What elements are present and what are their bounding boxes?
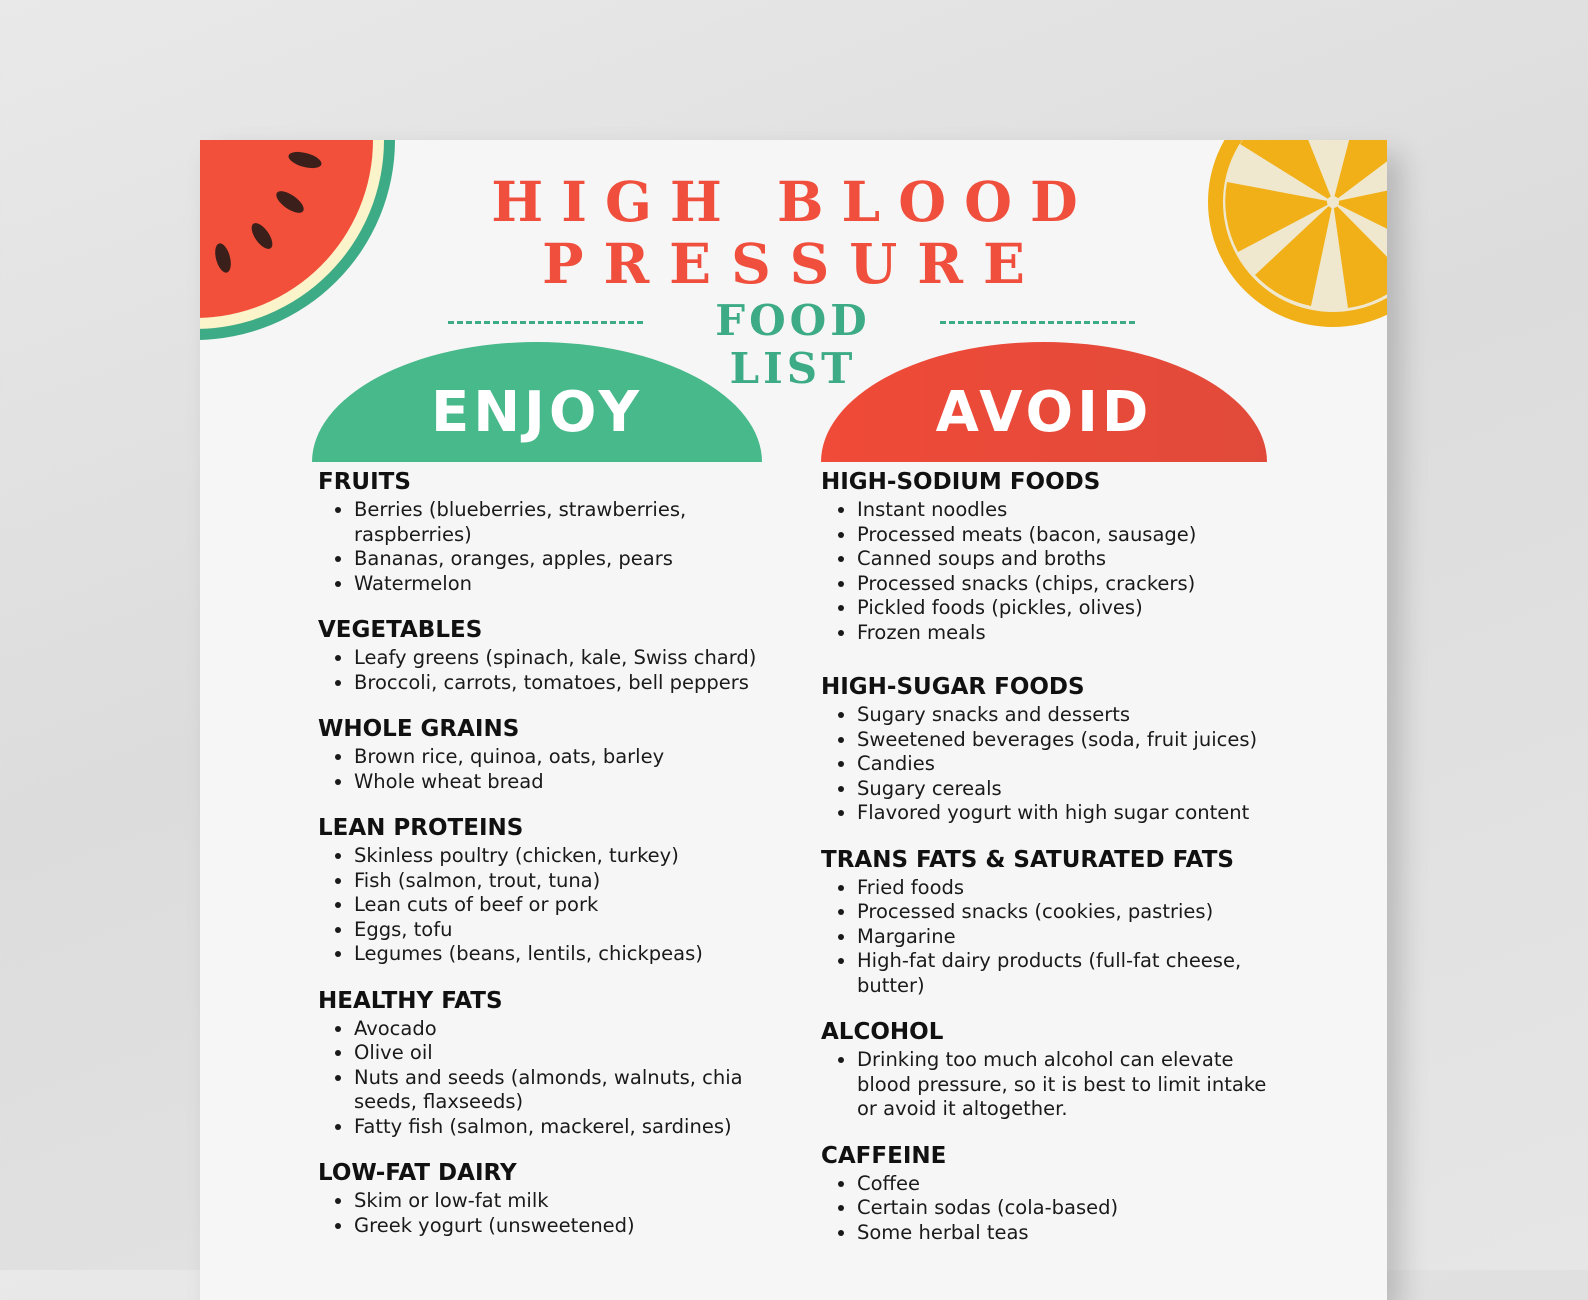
category-alcohol [821,1018,1291,1122]
food-item: • Fried foods [857,876,1291,901]
category-heading: HEALTHY FATS [318,987,503,1014]
dashed-divider-right [940,321,1135,324]
food-item: • Pickled foods (pickles, olives) [857,596,1291,621]
dashed-divider-left [448,321,643,324]
food-item: • Berries (blueberries, strawberries, raspberries) [354,498,778,547]
food-item: • Candies [857,752,1291,777]
food-item: • High-fat dairy products (full-fat cheese, butter) [857,949,1291,998]
category-heading: LOW-FAT DAIRY [318,1160,517,1186]
enjoy-label: ENJOY [430,379,644,445]
food-list [821,876,1291,999]
food-item: • Broccoli, carrots, tomatoes, bell peppers [354,671,778,696]
food-list [318,745,778,794]
food-item: • Canned soups and broths [857,547,1291,572]
category-heading: HIGH-SODIUM FOODS [821,469,1101,495]
category-high-sodium [821,468,1291,645]
category-fruits [318,468,778,596]
category-lean-proteins [318,814,778,967]
subtitle-row [200,295,1387,393]
food-item: • Fatty fish (salmon, mackerel, sardines) [354,1115,778,1140]
food-item: • Frozen meals [857,621,1291,646]
food-item: • Olive oil [354,1041,778,1066]
category-heading: ALCOHOL [821,1019,944,1045]
food-item: • Leafy greens (spinach, kale, Swiss chard) [354,646,778,671]
food-item: • Eggs, tofu [354,918,778,943]
food-list [318,646,778,695]
title-line-1: HIGH BLOOD [491,169,1096,234]
category-caffeine [821,1142,1291,1246]
category-whole-grains [318,715,778,794]
avoid-label: AVOID [935,379,1153,445]
category-heading: WHOLE GRAINS [318,716,520,742]
food-item: • Margarine [857,925,1291,950]
food-item: • Whole wheat bread [354,770,778,795]
food-item: • Skinless poultry (chicken, turkey) [354,844,778,869]
food-item: • Brown rice, quinoa, oats, barley [354,745,778,770]
food-item: • Sugary snacks and desserts [857,703,1291,728]
food-item: • Coffee [857,1172,1291,1197]
food-item: • Processed meats (bacon, sausage) [857,523,1291,548]
food-list-sheet [200,140,1387,1300]
food-item: • Nuts and seeds (almonds, walnuts, chia seeds, flaxseeds) [354,1066,778,1115]
food-item: • Fish (salmon, trout, tuna) [354,869,778,894]
food-list [318,1017,778,1140]
category-heading: HIGH-SUGAR FOODS [821,674,1085,700]
food-item: • Instant noodles [857,498,1291,523]
food-item: • Lean cuts of beef or pork [354,893,778,918]
food-item: • Drinking too much alcohol can elevate blood pressure, so it is best to limit intake or avoid it altogether. [857,1048,1291,1122]
food-list [821,1048,1291,1122]
subtitle: FOOD LIST [715,296,871,393]
avoid-column [821,468,1291,1265]
food-list [318,498,778,596]
category-low-fat-dairy [318,1159,778,1238]
category-vegetables [318,616,778,695]
food-item: • Certain sodas (cola-based) [857,1196,1291,1221]
food-item: • Skim or low-fat milk [354,1189,778,1214]
food-list [821,1172,1291,1246]
food-item: • Legumes (beans, lentils, chickpeas) [354,942,778,967]
food-item: • Watermelon [354,572,778,597]
food-item: • Processed snacks (cookies, pastries) [857,900,1291,925]
food-item: • Sugary cereals [857,777,1291,802]
food-item: • Avocado [354,1017,778,1042]
category-heading: CAFFEINE [821,1142,947,1169]
food-item: • Sweetened beverages (soda, fruit juices) [857,728,1291,753]
food-list [821,703,1291,826]
food-item: • Greek yogurt (unsweetened) [354,1214,778,1239]
category-heading: VEGETABLES [318,617,483,643]
food-list [318,844,778,967]
food-item: • Bananas, oranges, apples, pears [354,547,778,572]
category-high-sugar [821,673,1291,826]
title-line-2: PRESSURE [542,231,1045,296]
food-list [821,498,1291,645]
food-item: • Processed snacks (chips, crackers) [857,572,1291,597]
category-trans-saturated-fats [821,846,1291,999]
enjoy-column [318,468,778,1258]
category-healthy-fats [318,987,778,1140]
food-list [318,1189,778,1238]
food-item: • Some herbal teas [857,1221,1291,1246]
category-heading: TRANS FATS & SATURATED FATS [821,846,1234,873]
food-item: • Flavored yogurt with high sugar content [857,801,1291,826]
category-heading: LEAN PROTEINS [318,815,524,841]
category-heading: FRUITS [318,469,411,495]
